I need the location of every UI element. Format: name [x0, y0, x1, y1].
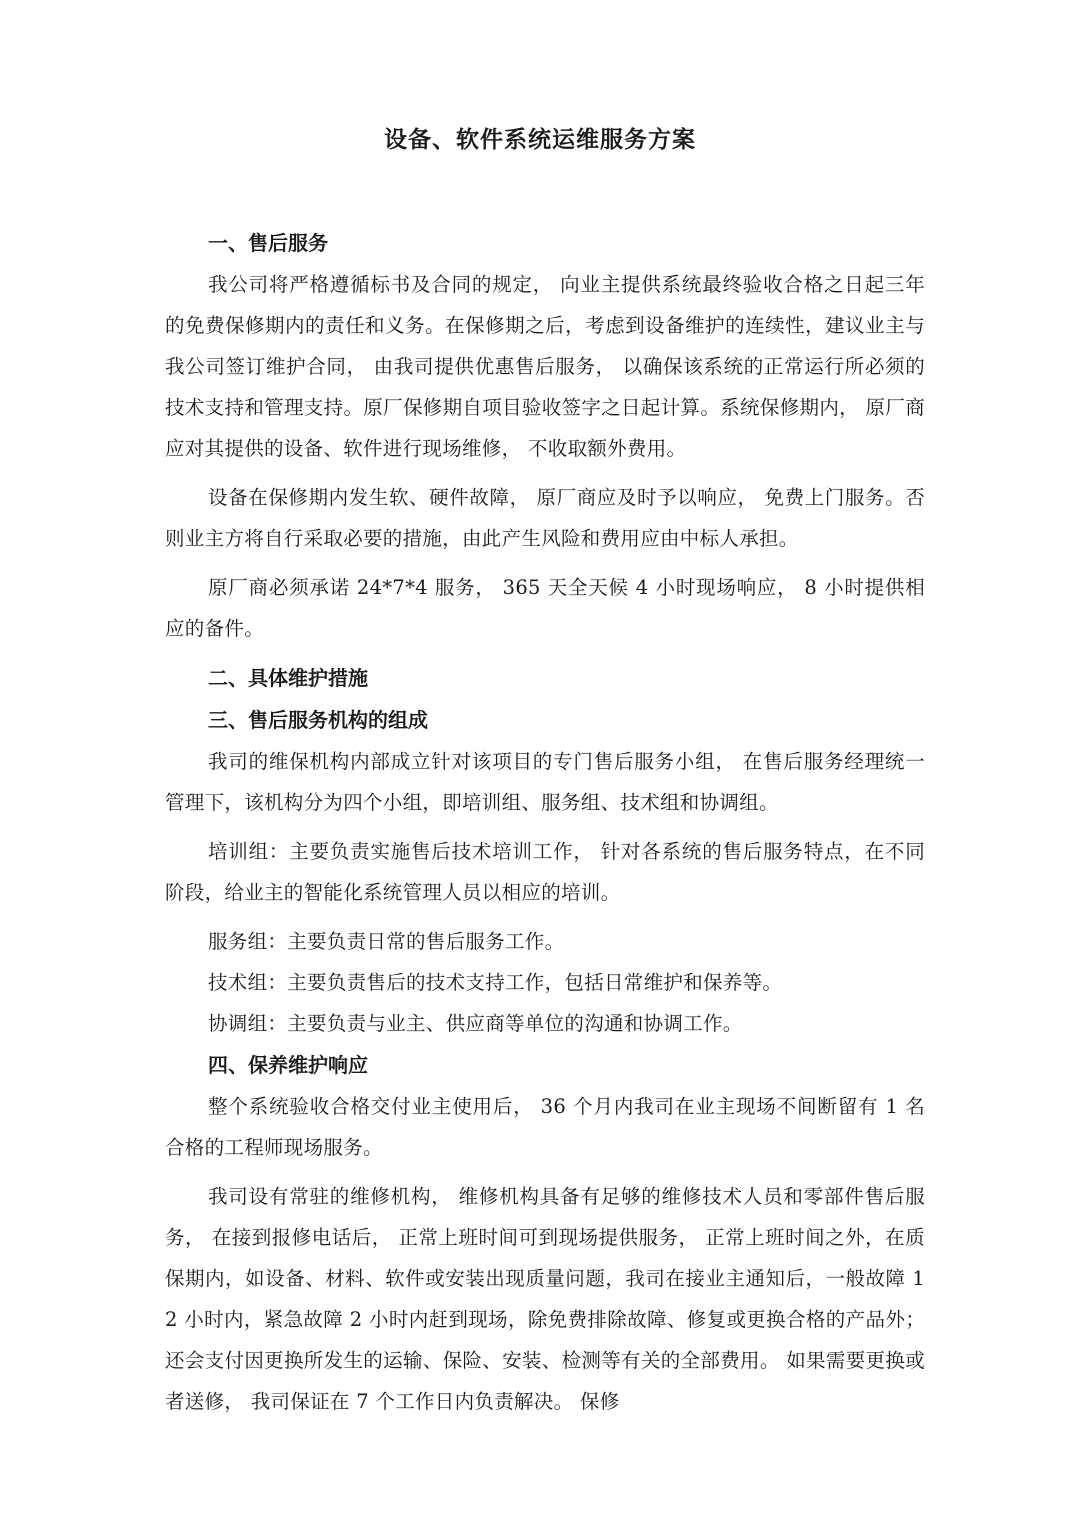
paragraph: 我公司将严格遵循标书及合同的规定， 向业主提供系统最终验收合格之日起三年的免费保修期内的责任和义务。在保修期之后，考虑到设备维护的连续性，建议业主与我公司签订维护合同， 由我司提供优惠售后服务， 以确保该系统的正常运行所必须的技术支持和管理支持。原厂保修期自项目验收签字之日起计算。系统保修期内， 原厂商应对其提供的设备、软件进行现场维修， 不收取额外费用。: [165, 273, 925, 460]
paragraph-coord-group: 协调组：主要负责与业主、供应商等单位的沟通和协调工作。: [208, 1012, 743, 1035]
section-heading-measures: 二、具体维护措施: [208, 666, 368, 690]
paragraph: 我司设有常驻的维修机构， 维修机构具备有足够的维修技术人员和零部件售后服务， 在接到报修电话后， 正常上班时间可到现场提供服务， 正常上班时间之外，在质保期内，如设备、材料、软件或安装出现质量问题，我司在接业主通知后，一般故障 12 小时内，紧急故障 2 小时内赶到现场，除免费排除故障、修复或更换合格的产品外；还会支付因更换所发生的运输、保险、安装、检测等有关的全部费用。 如果需要更换或者送修， 我司保证在 7 个工作日内负责解决。 保修: [165, 1185, 925, 1413]
section-heading-after-sales: 一、售后服务: [208, 231, 328, 255]
paragraph: 我司的维保机构内部成立针对该项目的专门售后服务小组， 在售后服务经理统一管理下，该机构分为四个小组，即培训组、服务组、技术组和协调组。: [165, 750, 925, 814]
paragraph: 整个系统验收合格交付业主使用后， 36 个月内我司在业主现场不间断留有 1 名合格的工程师现场服务。: [165, 1095, 925, 1159]
document-title: 设备、软件系统运维服务方案: [384, 127, 696, 153]
paragraph-service-group: 服务组：主要负责日常的售后服务工作。: [208, 930, 565, 953]
paragraph: 设备在保修期内发生软、硬件故障， 原厂商应及时予以响应， 免费上门服务。否则业主方将自行采取必要的措施，由此产生风险和费用应由中标人承担。: [165, 486, 925, 550]
paragraph-training-group: 培训组：主要负责实施售后技术培训工作， 针对各系统的售后服务特点，在不同阶段，给业主的智能化系统管理人员以相应的培训。: [165, 840, 925, 904]
section-heading-organization: 三、售后服务机构的组成: [208, 708, 428, 732]
document-body: [165, 222, 925, 1422]
paragraph: 原厂商必须承诺 24*7*4 服务， 365 天全天候 4 小时现场响应， 8 小时提供相应的备件。: [165, 576, 925, 640]
section-heading-response: 四、保养维护响应: [208, 1053, 368, 1077]
paragraph-tech-group: 技术组：主要负责售后的技术支持工作，包括日常维护和保养等。: [208, 971, 783, 994]
